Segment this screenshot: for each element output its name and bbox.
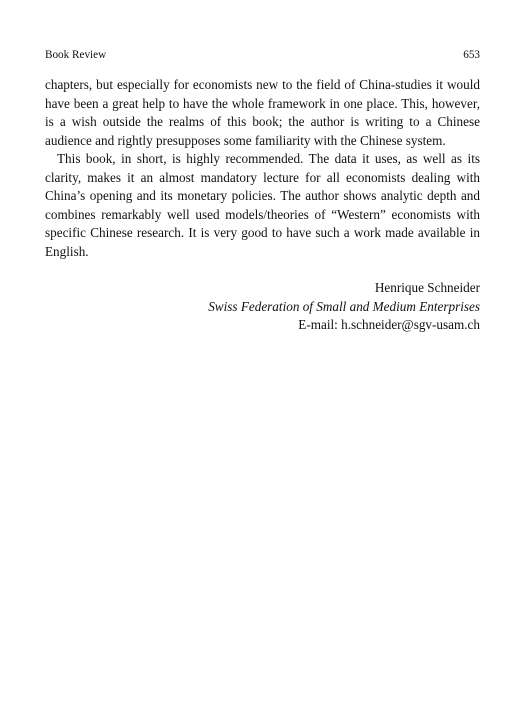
reviewer-signature bbox=[45, 279, 480, 335]
document-page bbox=[45, 0, 480, 335]
reviewer-affiliation: Swiss Federation of Small and Medium Enterprises bbox=[208, 298, 480, 314]
running-head-title: Book Review bbox=[45, 49, 107, 61]
running-head bbox=[45, 48, 480, 62]
paragraph-recommendation: This book, in short, is highly recommended. The data it uses, as well as its clarity, makes it an almost mandatory lecture for all economists dealing with China’s opening and its monetary policies. The author shows analytic depth and combines remarkably well used models/theories of “Western” economists with specific Chinese research. It is very good to have such a work made available in English. bbox=[45, 151, 480, 259]
page-number: 653 bbox=[463, 49, 480, 61]
reviewer-email: E-mail: h.schneider@sgv-usam.ch bbox=[298, 317, 480, 332]
review-body bbox=[45, 76, 480, 261]
reviewer-name: Henrique Schneider bbox=[374, 280, 480, 295]
paragraph-continuation: chapters, but especially for economists new to the field of China-studies it would have been a great help to have the whole framework in one place. This, however, is a wish outside the realms of this book; the author is writing to a Chinese audience and rightly presupposes some familiarity with the Chinese system. bbox=[45, 77, 480, 148]
